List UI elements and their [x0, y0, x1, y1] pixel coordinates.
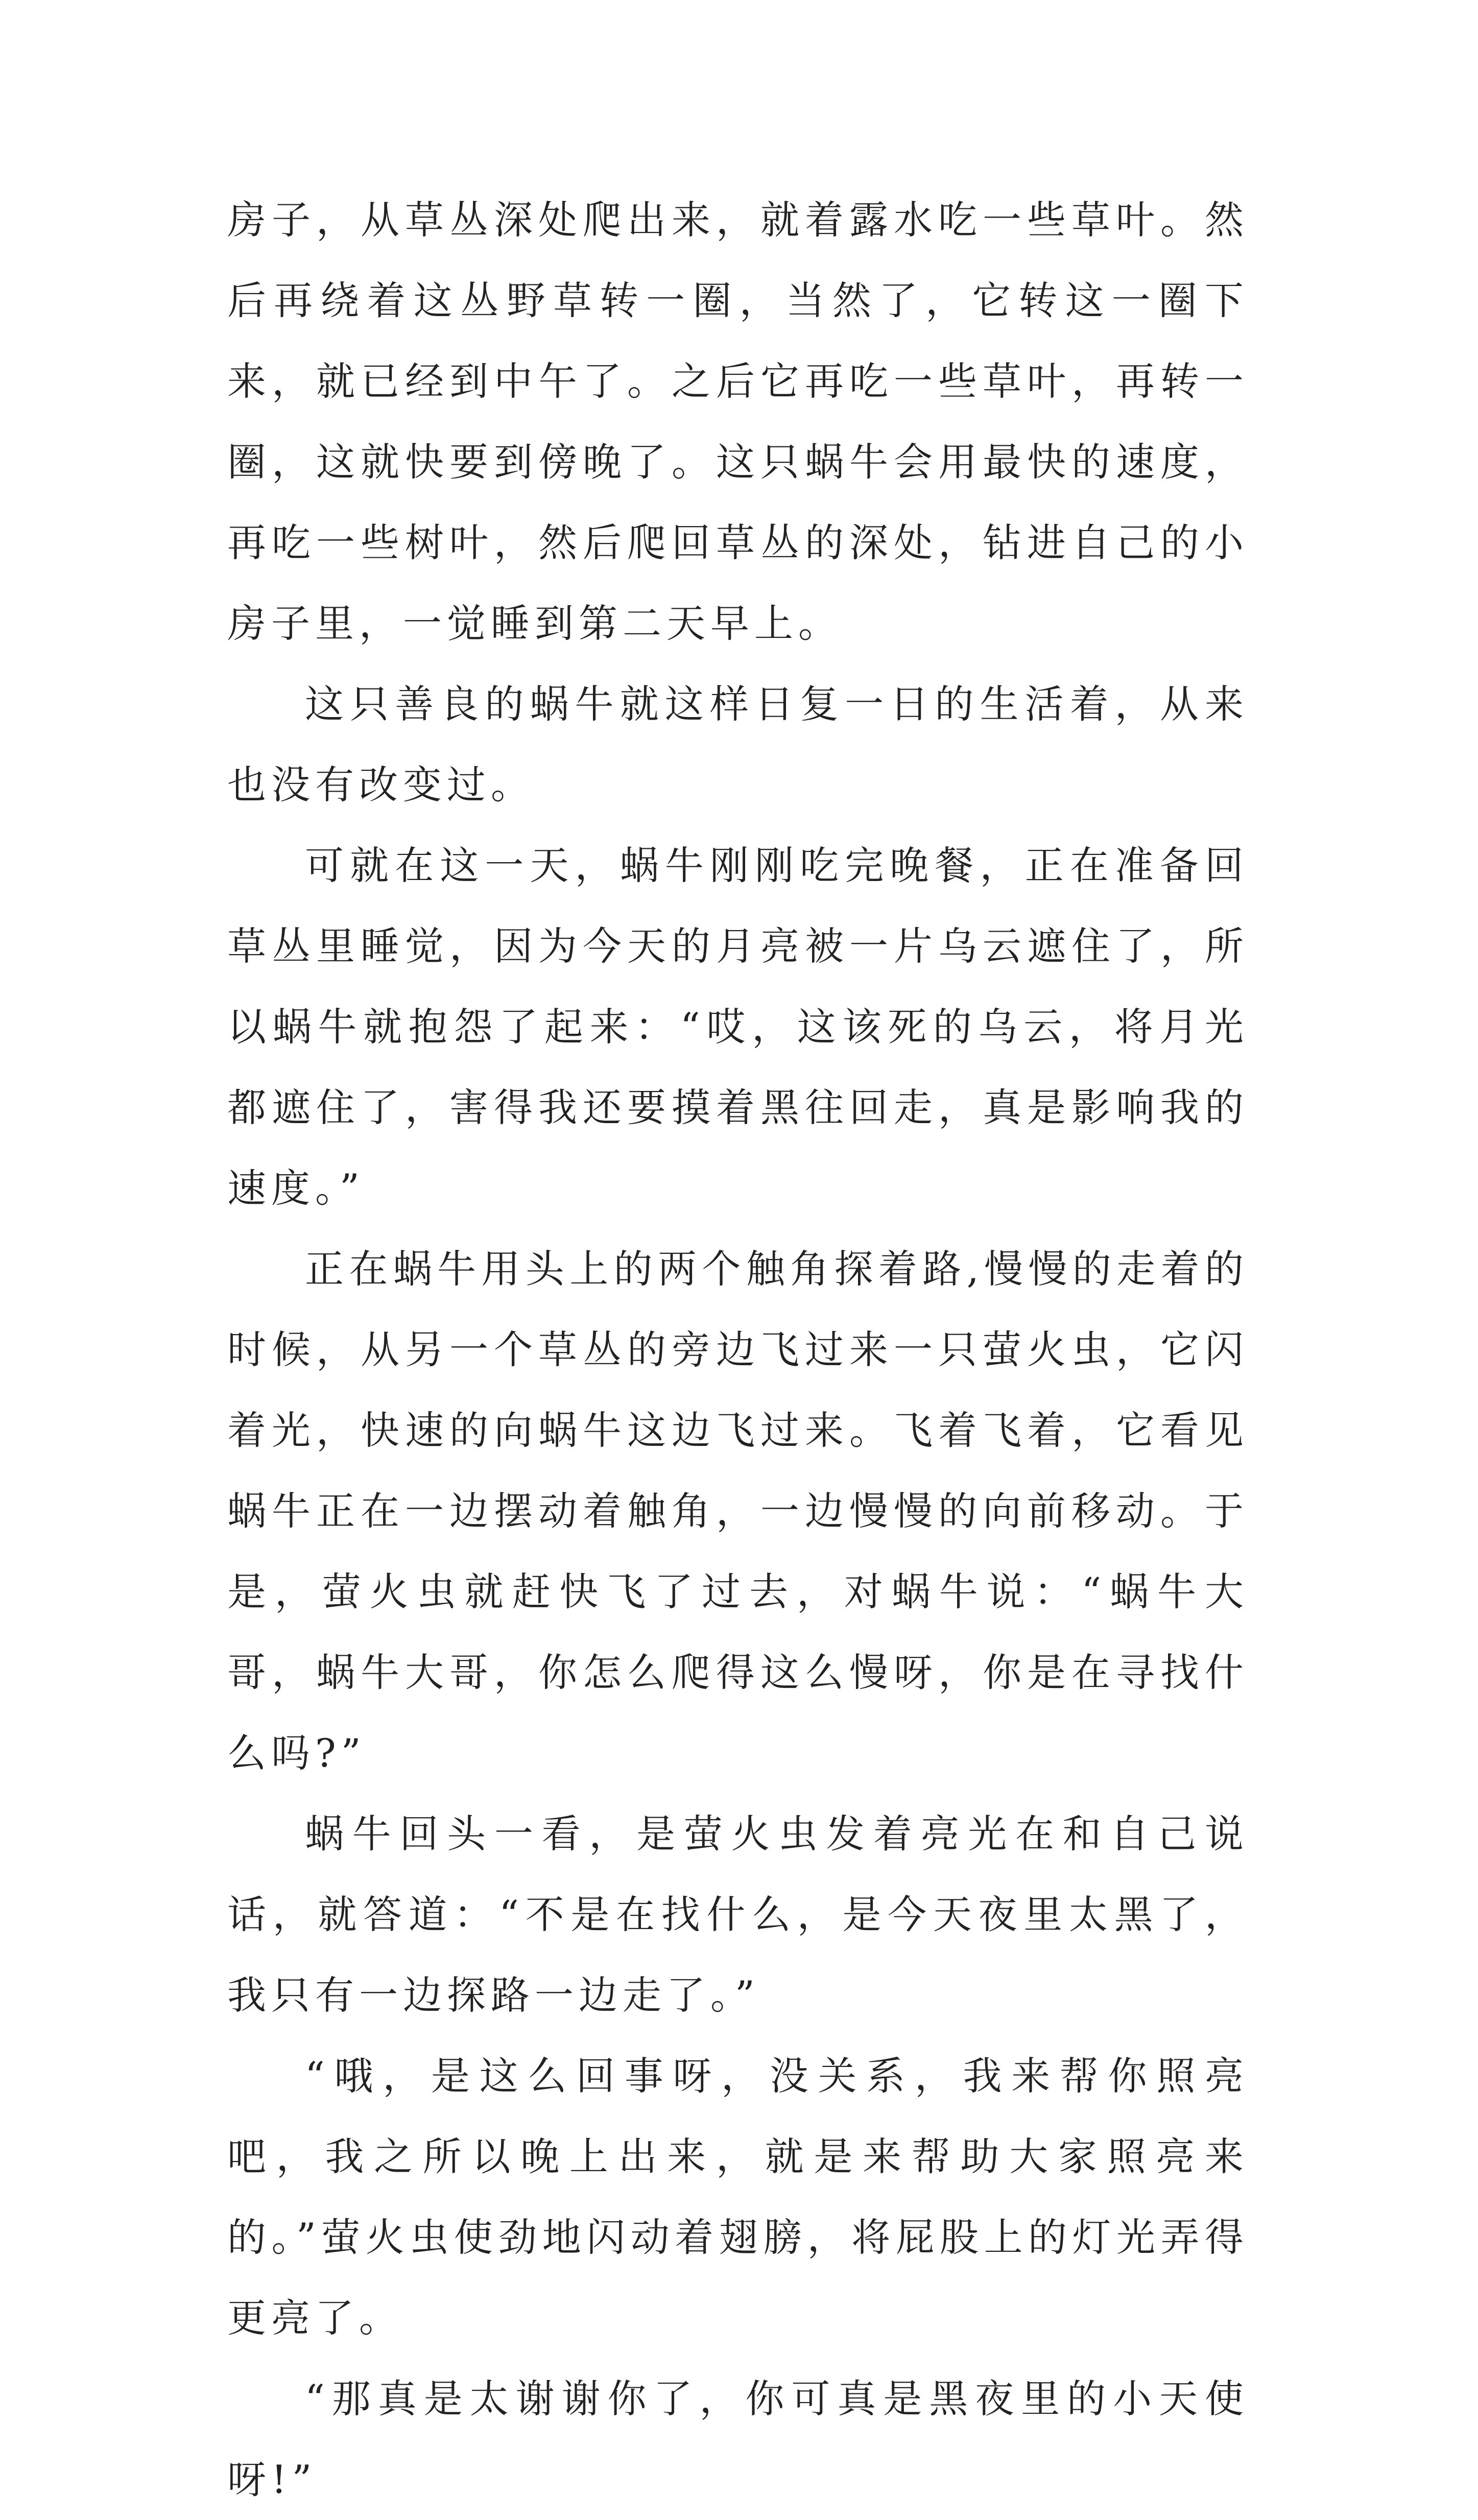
paragraph-3: 可就在这一天，蜗牛刚刚吃完晚餐，正在准备回草丛里睡觉，因为今天的月亮被一片乌云遮住了，所以蜗牛就抱怨了起来：“哎，这该死的乌云，将月光都遮住了，害得我还要摸着黑往回走，真是影响我的速度。” — [227, 843, 1249, 1211]
paragraph-1: 房子，从草丛深处爬出来，就着露水吃一些草叶。然后再绕着这丛野草转一圈，当然了，它转这一圈下来，就已经到中午了。之后它再吃一些草叶，再转一圈，这就快要到傍晚了。这只蜗牛会用最快的速度，再吃一些树叶，然后爬回草丛的深处，钻进自己的小房子里，一觉睡到第二天早上。 — [227, 197, 1249, 646]
story-text — [227, 180, 1249, 2520]
paragraph-2: 这只善良的蜗牛就这样日复一日的生活着，从来也没有改变过。 — [227, 681, 1249, 807]
paragraph-6: “哦，是这么回事呀，没关系，我来帮你照亮吧，我之所以晚上出来，就是来帮助大家照亮来的。”萤火虫使劲地闪动着翅膀，将屁股上的灯光弄得更亮了。 — [227, 2053, 1249, 2341]
paragraph-5: 蜗牛回头一看，是萤火虫发着亮光在和自己说话，就答道：“不是在找什么，是今天夜里太黑了，我只有一边探路一边走了。” — [227, 1811, 1249, 2018]
paragraph-7: “那真是太谢谢你了，你可真是黑夜里的小天使呀!” — [227, 2376, 1249, 2502]
paragraph-4: 正在蜗牛用头上的两个触角探着路,慢慢的走着的时候，从另一个草丛的旁边飞过来一只萤火虫，它闪着光，快速的向蜗牛这边飞过来。飞着飞着，它看见蜗牛正在一边摆动着触角，一边慢慢的向前移动。于是，萤火虫就赶快飞了过去，对蜗牛说：“蜗牛大哥，蜗牛大哥，你怎么爬得这么慢呀，你是在寻找什么吗?” — [227, 1246, 1249, 1776]
